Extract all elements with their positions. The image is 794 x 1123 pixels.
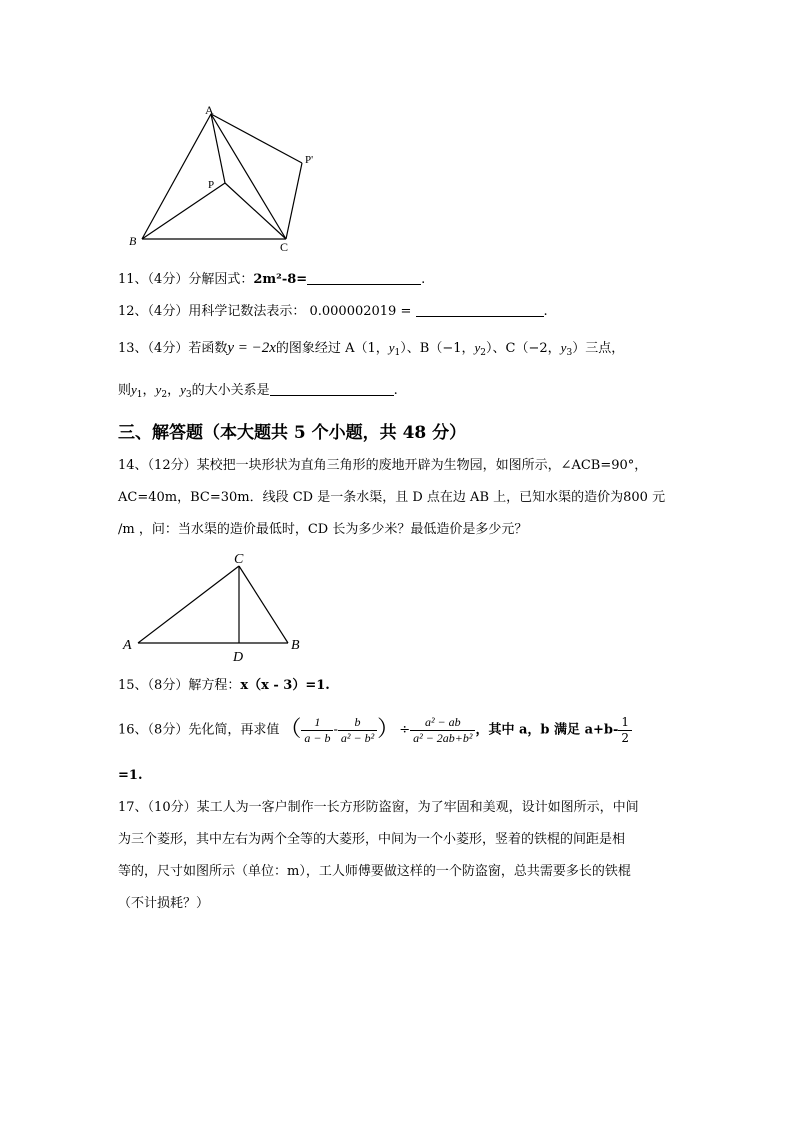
q16-fraction-4	[618, 715, 632, 746]
q13-y3-sub: 3	[566, 348, 573, 358]
q13-point-c: C（−2，	[505, 341, 561, 356]
question-17-line-2: 为三个菱形，其中左右为两个全等的大菱形，中间为一个小菱形，竖着的铁棍的间距是相	[118, 832, 626, 847]
label-p-prime: P'	[305, 154, 314, 166]
q15-number: 15、	[118, 678, 148, 693]
question-17-line-1: 17、（10分）某工人为一客户制作一长方形防盗窗，为了牢固和美观，设计如图所示，中间	[118, 800, 639, 815]
q12-number: 12、	[118, 304, 148, 319]
q13-sep-1: 、	[406, 341, 420, 356]
question-13-line-2	[118, 380, 398, 405]
label-b2: B	[291, 638, 300, 653]
q15-score: （8分）	[147, 678, 189, 693]
label-a: A	[205, 103, 214, 117]
q13-l2-y2-sub: 2	[161, 390, 168, 400]
q16-score: （8分）	[147, 722, 189, 738]
question-16-line-2: =1.	[118, 768, 143, 783]
q13-score: （4分）	[147, 341, 189, 356]
q13-y1: y	[388, 340, 395, 355]
q16-right-paren: ）	[377, 717, 400, 742]
q16-f2-num: b	[338, 715, 377, 731]
question-16	[118, 710, 632, 750]
q13-l2-comma-2: ，	[167, 383, 181, 398]
q11-text: 分解因式：	[188, 272, 254, 287]
q16-fraction-1	[301, 715, 333, 746]
q16-divide: ÷	[399, 722, 411, 738]
label-b: B	[129, 234, 137, 248]
question-14-line-3: /m ，问：当水渠的造价最低时，CD 长为多少米？最低造价是多少元？	[118, 522, 528, 537]
q12-equals: =	[400, 304, 412, 319]
q13-y2-sub: 2	[480, 348, 487, 358]
q11-expr: 2m²-8=	[253, 272, 308, 287]
label-c: C	[280, 240, 289, 254]
q13-y1-sub: 1	[394, 348, 401, 358]
q15-text: 解方程：	[188, 678, 241, 693]
figure-triangle-abc-p	[120, 100, 330, 255]
question-11	[118, 270, 425, 290]
q12-end: .	[543, 304, 548, 319]
q13-end: .	[393, 383, 398, 398]
q16-left-paren: （	[279, 717, 302, 742]
q13-text-3: 三点，	[585, 341, 625, 356]
q16-f2-den: a² − b²	[340, 730, 375, 745]
q13-then: 则	[118, 383, 132, 398]
question-17-line-4: （不计损耗？）	[118, 896, 210, 911]
question-15	[118, 676, 330, 696]
q13-l2-y1: y	[131, 382, 137, 397]
q16-f4-den: 2	[621, 730, 630, 745]
q13-number: 13、	[118, 341, 148, 356]
q13-sep-2: 、	[492, 341, 506, 356]
q12-value: 0.000002019	[309, 304, 397, 319]
q13-close-b: ）	[486, 341, 493, 356]
question-17-line-3: 等的，尺寸如图所示（单位：m），工人师傅要做这样的一个防盗窗，总共需要多长的铁棍	[118, 864, 631, 879]
q16-condition: ，其中 a，b 满足 a+b-	[475, 722, 619, 738]
q16-f4-num: 1	[618, 715, 632, 731]
figure-triangle-acb-cd	[118, 548, 318, 666]
q16-f3-den: a² − 2ab+b²	[413, 730, 473, 745]
q13-l2-y3: y	[180, 382, 186, 397]
q16-number: 16、	[118, 722, 148, 738]
q15-expr: x（x - 3）=1.	[240, 678, 330, 693]
section-3-heading: 三、解答题（本大题共 5 个小题，共 48 分）	[118, 423, 467, 443]
q13-l2-y1-sub: 1	[136, 390, 143, 400]
q16-f1-num: 1	[301, 715, 333, 731]
q11-score: （4分）	[147, 272, 189, 287]
q13-text-2: 的图象经过	[275, 341, 341, 356]
question-13-line-1	[118, 338, 624, 363]
q16-f1-den: a − b	[304, 730, 331, 745]
q13-answer-blank[interactable]	[270, 381, 394, 396]
q13-point-b: B（−1，	[419, 341, 475, 356]
q13-close-a: ）	[400, 341, 407, 356]
q13-point-a: A（1，	[345, 341, 389, 356]
question-14-line-1: 14、（12分）某校把一块形状为直角三角形的废地开辟为生物园，如图所示，∠ACB=90°，	[118, 458, 648, 473]
q11-end: .	[421, 272, 426, 287]
label-a2: A	[123, 638, 132, 653]
q12-answer-blank[interactable]	[416, 302, 544, 317]
q13-l2-y3-sub: 3	[185, 390, 192, 400]
label-c2: C	[234, 552, 244, 567]
q13-l2-y2: y	[155, 382, 162, 397]
q13-y3: y	[560, 340, 567, 355]
question-14-line-2: AC=40m，BC=30m．线段 CD 是一条水渠，且 D 点在边 AB 上，已知水渠的造价为800 元	[118, 490, 666, 505]
q13-relation-text: 的大小关系是	[191, 383, 270, 398]
q16-fraction-3	[410, 715, 475, 746]
q11-answer-blank[interactable]	[307, 270, 421, 285]
label-p: P	[208, 179, 215, 191]
q13-y2: y	[474, 340, 481, 355]
q11-number: 11、	[118, 272, 148, 287]
q12-text: 用科学记数法表示：	[188, 304, 306, 319]
q13-function: y = −2x	[227, 340, 276, 356]
q16-f3-num: a² − ab	[410, 715, 475, 731]
label-d2: D	[233, 650, 244, 665]
q13-close-c: ）	[572, 341, 586, 356]
q13-text-1: 若函数	[188, 341, 228, 356]
q16-fraction-2	[338, 715, 377, 746]
q16-minus: -	[333, 722, 338, 738]
q13-l2-comma-1: ，	[142, 383, 156, 398]
q12-score: （4分）	[147, 304, 189, 319]
q16-text: 先化简，再求值	[188, 722, 280, 738]
question-12	[118, 302, 548, 322]
